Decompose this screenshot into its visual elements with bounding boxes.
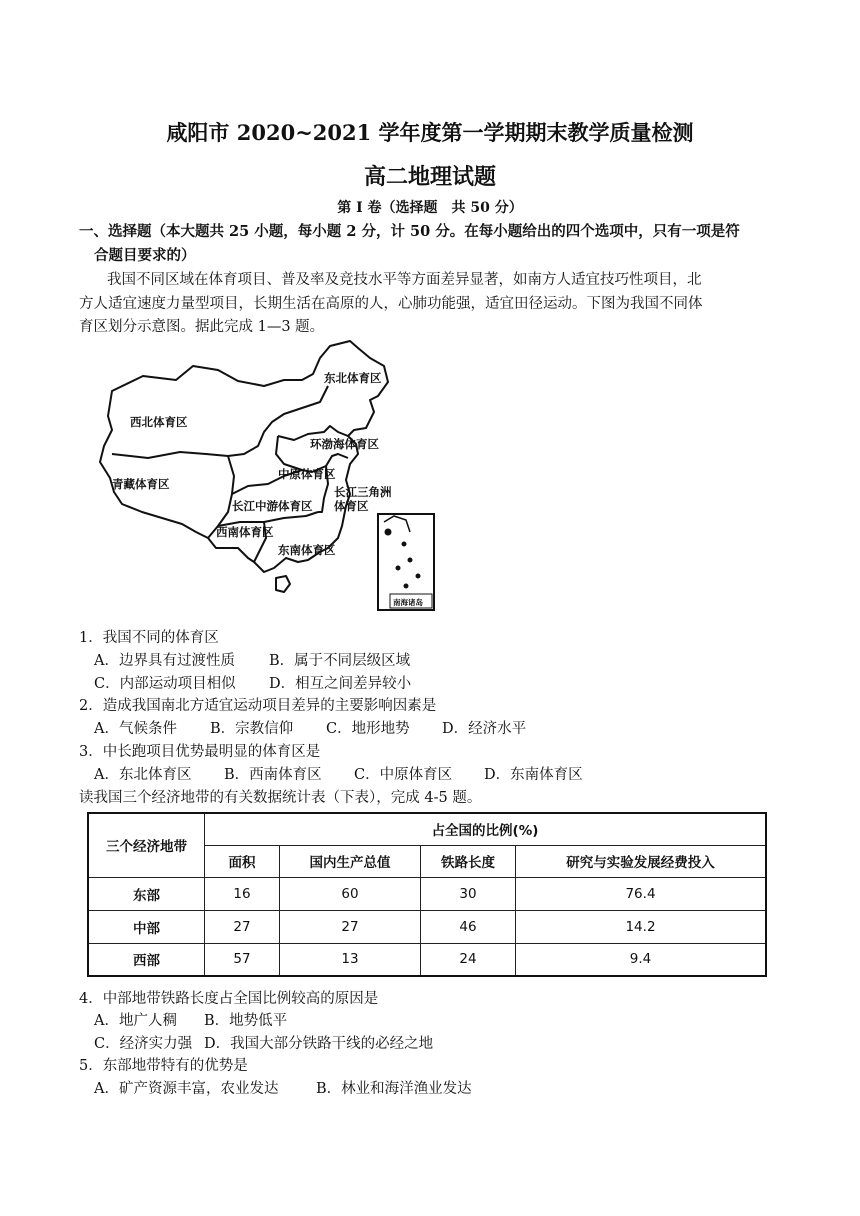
q2-stem: 2．造成我国南北方适宜运动项目差异的主要影响因素是 (79, 698, 437, 714)
boundary-yangtze-mid-south (218, 512, 318, 526)
q5-option-a[interactable]: A．矿产资源丰富，农业发达 (94, 1081, 279, 1097)
q4-option-a[interactable]: A．地广人稠 (94, 1013, 177, 1029)
q5-option-b[interactable]: B．林业和海洋渔业发达 (316, 1081, 472, 1097)
q2-option-d[interactable]: D．经济水平 (442, 721, 527, 737)
exam-subtitle: 高二地理试题 (363, 164, 496, 190)
q4-stem: 4．中部地带铁路长度占全国比例较高的原因是 (79, 991, 379, 1007)
q1-option-c[interactable]: C．内部运动项目相似 (94, 676, 236, 692)
row-label: 中部 (88, 910, 205, 943)
label-bohai: 环渤海体育区 (310, 437, 379, 451)
intro-line-1: 我国不同区域在体育项目、普及率及竞技水平等方面差异显著，如南方人适宜技巧性项目，北 (107, 272, 702, 288)
table-cell: 30 (421, 877, 516, 910)
row-label: 西部 (88, 943, 205, 976)
table-corner-header: 三个经济地带 (88, 813, 205, 877)
q1-option-d[interactable]: D．相互之间差异较小 (269, 676, 412, 692)
q3-option-b[interactable]: B．西南体育区 (224, 767, 322, 783)
q3-option-c[interactable]: C．中原体育区 (354, 767, 453, 783)
q1-option-a[interactable]: A．边界具有过渡性质 (94, 653, 235, 669)
section-heading-line2: 合题目要求的） (94, 247, 196, 264)
q4-option-b[interactable]: B．地势低平 (204, 1013, 288, 1029)
row-label: 东部 (88, 877, 205, 910)
table-cell: 76.4 (516, 877, 767, 910)
table-row (88, 877, 766, 910)
table-col-header: 研究与实验发展经费投入 (516, 845, 767, 877)
table-row (88, 910, 766, 943)
q1-options-row1 (94, 649, 410, 670)
intro-line-3: 育区划分示意图。据此完成 1—3 题。 (79, 319, 325, 335)
label-yangtze-delta-1: 长江三角洲 (334, 485, 392, 499)
table-cell: 24 (421, 943, 516, 976)
q1-stem: 1．我国不同的体育区 (79, 630, 219, 646)
q2-option-a[interactable]: A．气候条件 (94, 721, 177, 737)
q5-stem: 5．东部地带特有的优势是 (79, 1058, 248, 1074)
q2-options (94, 717, 526, 738)
table-cell: 13 (280, 943, 421, 976)
table-cell: 16 (205, 877, 280, 910)
label-tibet: 青藏体育区 (112, 477, 170, 491)
table-group-header: 占全国的比例(%) (205, 813, 767, 845)
q3-option-a[interactable]: A．东北体育区 (94, 767, 192, 783)
table-cell: 57 (205, 943, 280, 976)
table-col-header: 面积 (205, 845, 280, 877)
q3-option-d[interactable]: D．东南体育区 (484, 767, 583, 783)
label-northeast: 东北体育区 (324, 371, 382, 385)
exam-title: 咸阳市 2020~2021 学年度第一学期期末教学质量检测 (166, 120, 694, 145)
economic-belts-table (87, 812, 767, 977)
table-cell: 46 (421, 910, 516, 943)
hainan-island (276, 576, 290, 592)
label-yangtze-mid: 长江中游体育区 (232, 499, 313, 513)
q4-option-c[interactable]: C．经济实力强 (94, 1036, 193, 1052)
part-heading: 第 I 卷（选择题 共 50 分） (337, 200, 523, 216)
q2-option-b[interactable]: B．宗教信仰 (210, 721, 294, 737)
table-col-header: 国内生产总值 (280, 845, 421, 877)
table-cell: 27 (205, 910, 280, 943)
table-cell: 14.2 (516, 910, 767, 943)
q1-options-row2 (94, 672, 411, 693)
label-inset: 南海诸岛 (393, 598, 423, 607)
label-yangtze-delta-2: 体育区 (334, 499, 369, 513)
q4-options-row1 (94, 1009, 287, 1030)
label-central: 中原体育区 (278, 467, 336, 481)
q3-options (94, 763, 583, 784)
section-heading-line1: 一、选择题（本大题共 25 小题，每小题 2 分，计 50 分。在每小题给出的四个选项中，只有一项是符 (79, 223, 740, 240)
q4-option-d[interactable]: D．我国大部分铁路干线的必经之地 (204, 1036, 434, 1052)
q4-options-row2 (94, 1032, 433, 1053)
table-cell: 9.4 (516, 943, 767, 976)
table-col-header: 铁路长度 (421, 845, 516, 877)
q5-options-row1 (94, 1077, 472, 1098)
table-cell: 60 (280, 877, 421, 910)
q2-option-c[interactable]: C．地形地势 (326, 721, 410, 737)
table-cell: 27 (280, 910, 421, 943)
table-row (88, 943, 766, 976)
q1-option-b[interactable]: B．属于不同层级区域 (269, 653, 411, 669)
sports-region-map (88, 336, 488, 611)
label-southwest: 西南体育区 (216, 525, 274, 539)
label-northwest: 西北体育区 (130, 415, 188, 429)
q3-stem: 3．中长跑项目优势最明显的体育区是 (79, 744, 321, 760)
intro-line-2: 方人适宜速度力量型项目，长期生活在高原的人，心肺功能强，适宜田径运动。下图为我国不同体 (79, 296, 703, 312)
label-southeast: 东南体育区 (278, 543, 336, 557)
table-intro: 读我国三个经济地带的有关数据统计表（下表），完成 4-5 题。 (79, 790, 482, 806)
